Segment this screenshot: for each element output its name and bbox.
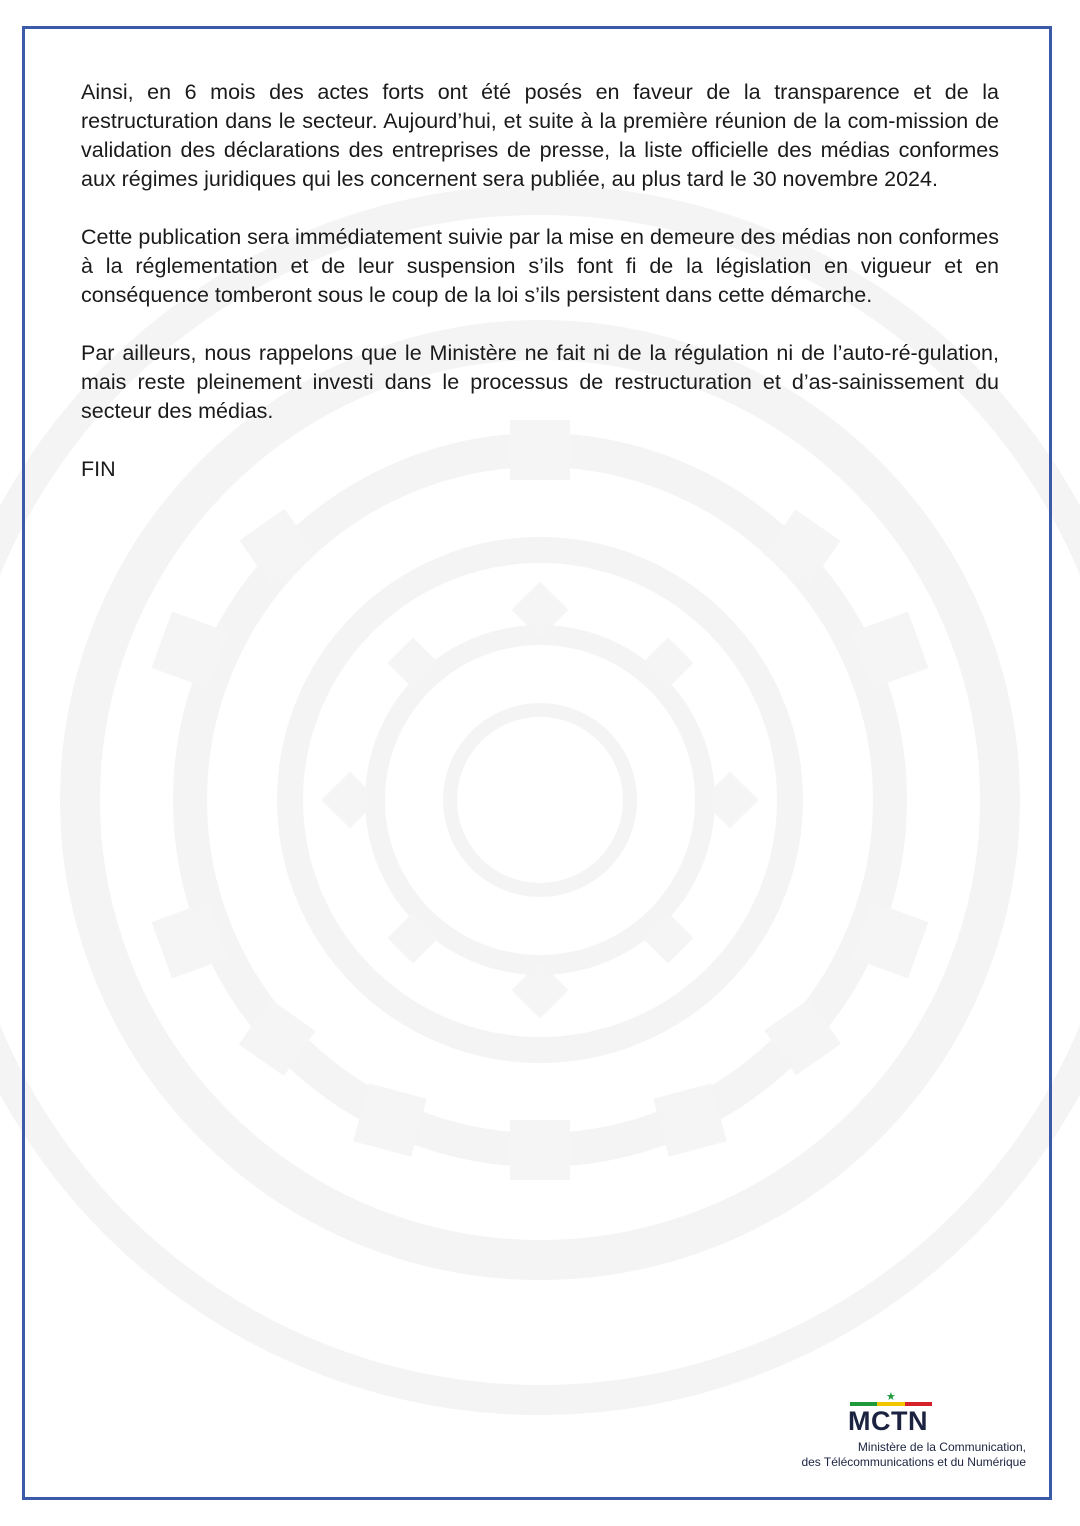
- star-icon: ★: [886, 1391, 896, 1403]
- logo-acronym: MCTN: [848, 1406, 928, 1436]
- paragraph-2: Cette publication sera immédiatement suivie par la mise en demeure des médias non conformes à la réglementation et de leur suspension s’ils font fi de la législation en vigueur et en conséquence tomberont sous le coup de la loi s’ils persistent dans cette démarche.: [81, 225, 999, 307]
- ministry-name-line-2: des Télécommunications et du Numérique: [801, 1455, 1026, 1469]
- ministry-name-line-1: Ministère de la Communication,: [857, 1440, 1026, 1454]
- paragraph-3: Par ailleurs, nous rappelons que le Ministère ne fait ni de la régulation ni de l’auto-ré-gulation, mais reste pleinement investi dans le processus de restructuration et d’as-sainissement du secteur des médias.: [81, 341, 999, 423]
- ministry-logo: [740, 1391, 1040, 1474]
- paragraph-1: Ainsi, en 6 mois des actes forts ont été posés en faveur de la transparence et de la restructuration dans le secteur. Aujourd’hui, et suite à la première réunion de la com-mission de validation des déclarations des entreprises de presse, la liste officielle des médias conformes aux régimes juridiques qui les concernent sera publiée, au plus tard le 30 novembre 2024.: [81, 80, 999, 191]
- document-body: [81, 78, 999, 484]
- ministry-name: [801, 1440, 1026, 1470]
- closing-fin: FIN: [81, 457, 116, 481]
